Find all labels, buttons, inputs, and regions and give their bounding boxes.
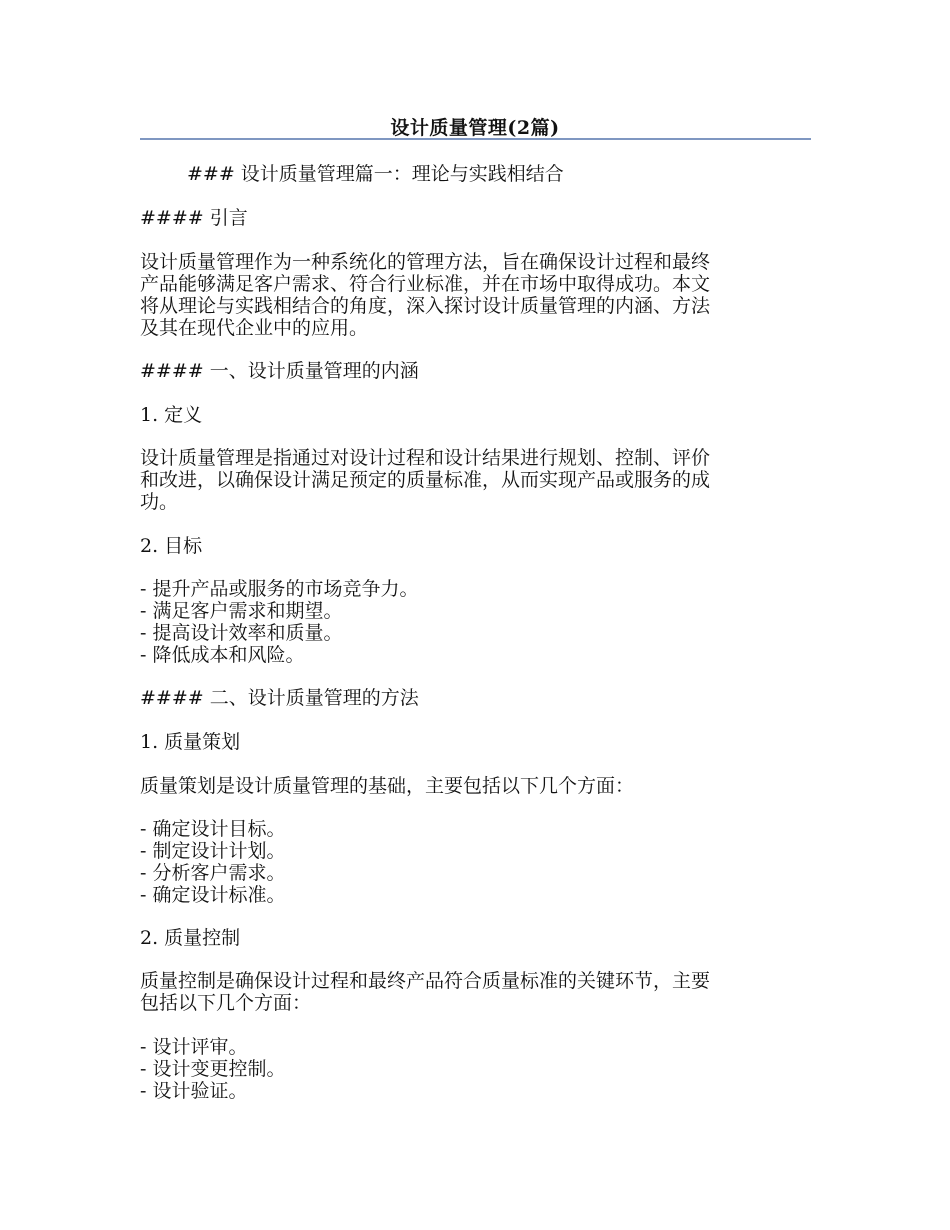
subheading: #### 引言 bbox=[140, 207, 248, 229]
paragraph-line: 将从理论与实践相结合的角度，深入探讨设计质量管理的内涵、方法 bbox=[140, 295, 711, 317]
list-item: - 分析客户需求。 bbox=[140, 862, 286, 884]
list-item: - 降低成本和风险。 bbox=[140, 644, 305, 666]
numbered-heading: 1. 定义 bbox=[140, 404, 203, 426]
list-item: - 设计验证。 bbox=[140, 1080, 248, 1102]
paragraph-line: 设计质量管理是指通过对设计过程和设计结果进行规划、控制、评价 bbox=[140, 447, 711, 469]
list-item: - 确定设计标准。 bbox=[140, 884, 286, 906]
numbered-heading: 1. 质量策划 bbox=[140, 731, 241, 753]
paragraph-line: 包括以下几个方面： bbox=[140, 992, 312, 1014]
title-underline bbox=[140, 138, 811, 140]
paragraph-line: 功。 bbox=[140, 491, 179, 513]
paragraph-line: 设计质量管理作为一种系统化的管理方法，旨在确保设计过程和最终 bbox=[140, 251, 711, 273]
numbered-heading: 2. 目标 bbox=[140, 535, 203, 557]
section-heading: ### 设计质量管理篇一：理论与实践相结合 bbox=[187, 163, 564, 185]
paragraph-line: 产品能够满足客户需求、符合行业标准，并在市场中取得成功。本文 bbox=[140, 273, 711, 295]
list-item: - 满足客户需求和期望。 bbox=[140, 600, 343, 622]
paragraph-line: 和改进，以确保设计满足预定的质量标准，从而实现产品或服务的成 bbox=[140, 469, 711, 491]
paragraph-line: 质量策划是设计质量管理的基础，主要包括以下几个方面： bbox=[140, 775, 635, 797]
list-item: - 提高设计效率和质量。 bbox=[140, 622, 343, 644]
paragraph-line: 及其在现代企业中的应用。 bbox=[140, 317, 369, 339]
numbered-heading: 2. 质量控制 bbox=[140, 927, 241, 949]
list-item: - 设计变更控制。 bbox=[140, 1058, 286, 1080]
list-item: - 设计评审。 bbox=[140, 1036, 248, 1058]
subheading: #### 二、设计质量管理的方法 bbox=[140, 687, 419, 709]
paragraph-line: 质量控制是确保设计过程和最终产品符合质量标准的关键环节，主要 bbox=[140, 970, 711, 992]
list-item: - 制定设计计划。 bbox=[140, 840, 286, 862]
subheading: #### 一、设计质量管理的内涵 bbox=[140, 360, 419, 382]
document-title: 设计质量管理(2篇) bbox=[390, 117, 560, 139]
list-item: - 确定设计目标。 bbox=[140, 818, 286, 840]
list-item: - 提升产品或服务的市场竞争力。 bbox=[140, 578, 419, 600]
